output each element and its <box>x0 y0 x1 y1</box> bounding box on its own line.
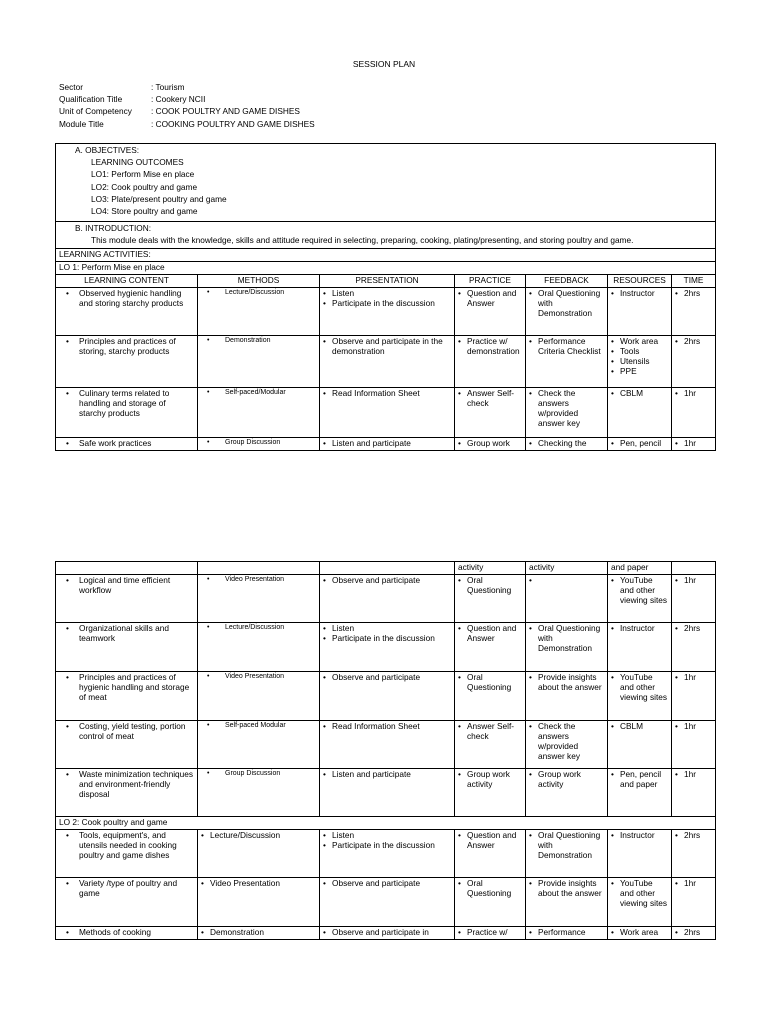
meta-module <box>59 120 315 132</box>
learning-outcomes-label: LEARNING OUTCOMES <box>91 157 184 168</box>
objectives-row <box>56 144 716 222</box>
practice-cell <box>455 720 526 768</box>
methods-cell <box>198 720 320 768</box>
learning-content-item: • Variety /type of poultry and game <box>59 879 194 899</box>
presentation-cell <box>320 768 455 816</box>
content-cell <box>56 438 198 451</box>
presentation-item: • Listen and participate <box>323 439 451 449</box>
resource-item: • Utensils <box>611 357 668 367</box>
time-item: • 2hrs <box>675 624 712 634</box>
feedback-item: • Performance <box>529 928 604 938</box>
resource-item: • Tools <box>611 347 668 357</box>
content-cell <box>56 388 198 438</box>
learning-content-item: • Waste minimization techniques and environment-friendly disposal <box>59 770 194 800</box>
feedback-item: • Oral Questioning with Demonstration <box>529 289 604 319</box>
feedback-cell <box>526 829 608 877</box>
content-cell <box>56 671 198 720</box>
feedback-cell <box>526 336 608 388</box>
time-item: • 1hr <box>675 389 712 399</box>
resource-item: • YouTube and other viewing sites <box>611 673 668 703</box>
meta-value: : COOKING POULTRY AND GAME DISHES <box>151 118 315 129</box>
meta-value: : Tourism <box>151 82 185 92</box>
content-cell <box>56 622 198 671</box>
resources-cell <box>608 574 672 622</box>
presentation-cell <box>320 926 455 939</box>
feedback-item: • Check the answers w/provided answer key <box>529 389 604 429</box>
learning-outcome: LO1: Perform Mise en place <box>91 169 195 180</box>
objectives-heading: A. OBJECTIVES: <box>75 145 140 155</box>
feedback-cell <box>526 926 608 939</box>
practice-item: • Oral Questioning <box>458 879 522 899</box>
resources-cell <box>608 438 672 451</box>
presentation-item: • Observe and participate <box>323 673 451 683</box>
practice-item: • Practice w/ demonstration <box>458 337 522 357</box>
resource-item: • PPE <box>611 367 668 377</box>
time-cell <box>672 574 716 622</box>
time-cell <box>672 768 716 816</box>
time-cell <box>672 438 716 451</box>
content-cell <box>56 720 198 768</box>
time-cell <box>672 388 716 438</box>
resource-item: • CBLM <box>611 389 668 399</box>
presentation-item: • Observe and participate in the demonstration <box>323 337 451 357</box>
methods-cell <box>198 768 320 816</box>
meta-value: : Cookery NCII <box>151 94 206 105</box>
learning-content-item: • Safe work practices <box>59 439 194 449</box>
presentation-item: • Participate in the discussion <box>323 299 451 309</box>
session-plan-table-page1 <box>55 143 716 451</box>
method-item: • Lecture/Discussion <box>201 624 316 632</box>
introduction-heading: B. INTRODUCTION: <box>75 223 152 234</box>
document-title: SESSION PLAN <box>352 59 416 69</box>
method-item: • Demonstration <box>201 928 316 938</box>
resource-item: • YouTube and other viewing sites <box>611 576 668 606</box>
lo2-label: LO 2: Cook poultry and game <box>56 816 716 829</box>
feedback-item: • Oral Questioning with Demonstration <box>529 624 604 654</box>
resources-cell: and paper <box>608 562 672 575</box>
methods-cell <box>198 926 320 939</box>
table-row <box>56 926 716 939</box>
learning-content-item: • Logical and time efficient workflow <box>59 576 194 596</box>
resources-cell <box>608 336 672 388</box>
practice-item: • Practice w/ <box>458 928 522 938</box>
header-learning-content: LEARNING CONTENT <box>56 275 198 288</box>
introduction-row <box>56 222 716 249</box>
practice-item: • Answer Self-check <box>458 722 522 742</box>
feedback-item: • Group work activity <box>529 770 604 790</box>
header-resources: RESOURCES <box>608 275 672 288</box>
learning-content-item: • Culinary terms related to handling and storage of starchy products <box>59 389 194 419</box>
feedback-item: • Check the answers w/provided answer key <box>529 722 604 762</box>
time-cell <box>672 622 716 671</box>
presentation-cell <box>320 288 455 336</box>
feedback-item: • Checking the <box>529 439 604 449</box>
objectives-section <box>61 146 710 219</box>
time-item: • 1hr <box>675 576 712 586</box>
learning-content-item: • Tools, equipment's, and utensils needed in cooking poultry and game dishes <box>59 831 194 861</box>
presentation-item: • Read Information Sheet <box>323 722 451 732</box>
time-cell <box>672 288 716 336</box>
practice-item: • Question and Answer <box>458 624 522 644</box>
presentation-cell <box>320 574 455 622</box>
method-item: • Video Presentation <box>201 576 316 584</box>
practice-item: • Question and Answer <box>458 289 522 309</box>
resources-cell <box>608 829 672 877</box>
methods-cell <box>198 877 320 926</box>
presentation-cell <box>320 671 455 720</box>
resource-item: • Pen, pencil and paper <box>611 770 668 790</box>
presentation-cell <box>320 336 455 388</box>
method-item: • Group Discussion <box>201 439 316 447</box>
introduction-section <box>61 224 710 246</box>
resource-item: • Pen, pencil <box>611 439 668 449</box>
time-item: • 2hrs <box>675 337 712 347</box>
presentation-cell <box>320 438 455 451</box>
header-methods: METHODS <box>198 275 320 288</box>
feedback-cell <box>526 574 608 622</box>
learning-content-item: • Costing, yield testing, portion control of meat <box>59 722 194 742</box>
table-row <box>56 622 716 671</box>
time-cell <box>672 336 716 388</box>
practice-cell <box>455 768 526 816</box>
practice-item: • Group work <box>458 439 522 449</box>
feedback-cell <box>526 438 608 451</box>
method-item: • Demonstration <box>201 337 316 345</box>
continuation-row <box>56 562 716 575</box>
feedback-cell <box>526 768 608 816</box>
learning-outcome: LO4: Store poultry and game <box>91 205 198 216</box>
content-cell <box>56 336 198 388</box>
practice-item: • Oral Questioning <box>458 673 522 693</box>
time-cell <box>672 829 716 877</box>
presentation-item: • Participate in the discussion <box>323 841 451 851</box>
method-item: • Self-paced/Modular <box>201 389 316 397</box>
presentation-item: • Observe and participate <box>323 576 451 586</box>
lo1-label: LO 1: Perform Mise en place <box>56 262 716 275</box>
resources-cell <box>608 877 672 926</box>
time-cell <box>672 671 716 720</box>
meta-value: : COOK POULTRY AND GAME DISHES <box>151 106 300 117</box>
presentation-item: • Read Information Sheet <box>323 389 451 399</box>
presentation-cell <box>320 720 455 768</box>
presentation-item: • Participate in the discussion <box>323 634 451 644</box>
meta-label: Qualification Title <box>59 94 123 105</box>
resource-item: • Work area <box>611 337 668 347</box>
time-item: • 2hrs <box>675 928 712 938</box>
methods-cell <box>198 574 320 622</box>
header-presentation: PRESENTATION <box>320 275 455 288</box>
method-item: • Self-paced Modular <box>201 722 316 730</box>
practice-cell <box>455 288 526 336</box>
resource-item: • CBLM <box>611 722 668 732</box>
content-cell <box>56 829 198 877</box>
time-item: • 2hrs <box>675 289 712 299</box>
feedback-item: • Performance Criteria Checklist <box>529 337 604 357</box>
content-cell <box>56 926 198 939</box>
feedback-cell <box>526 622 608 671</box>
presentation-cell <box>320 388 455 438</box>
learning-outcome: LO3: Plate/present poultry and game <box>91 193 227 204</box>
methods-cell <box>198 388 320 438</box>
table-row <box>56 288 716 336</box>
feedback-cell <box>526 288 608 336</box>
practice-cell <box>455 438 526 451</box>
table-row <box>56 877 716 926</box>
feedback-item: • Provide insights about the answer <box>529 879 604 899</box>
time-cell <box>672 877 716 926</box>
resource-item: • Instructor <box>611 831 668 841</box>
learning-content-item: • Principles and practices of storing, starchy products <box>59 337 194 357</box>
learning-content-item: • Observed hygienic handling and storing starchy products <box>59 289 194 309</box>
presentation-cell <box>320 877 455 926</box>
resource-item: • Instructor <box>611 289 668 299</box>
resources-cell <box>608 926 672 939</box>
resources-cell <box>608 622 672 671</box>
time-item: • 1hr <box>675 722 712 732</box>
learning-content-item: • Methods of cooking <box>59 928 194 938</box>
presentation-cell <box>320 829 455 877</box>
header-feedback: FEEDBACK <box>526 275 608 288</box>
practice-cell <box>455 877 526 926</box>
activities-row <box>56 249 716 262</box>
table-row <box>56 336 716 388</box>
feedback-cell <box>526 877 608 926</box>
meta-block <box>59 83 315 132</box>
method-item: • Video Presentation <box>201 673 316 681</box>
content-cell <box>56 768 198 816</box>
practice-cell <box>455 574 526 622</box>
content-cell <box>56 288 198 336</box>
table-row <box>56 768 716 816</box>
lo2-row <box>56 816 716 829</box>
table-row <box>56 829 716 877</box>
resource-item: • YouTube and other viewing sites <box>611 879 668 909</box>
meta-label: Sector <box>59 82 83 92</box>
table-row <box>56 720 716 768</box>
method-item: • Group Discussion <box>201 770 316 778</box>
feedback-cell <box>526 671 608 720</box>
meta-unit <box>59 107 315 119</box>
feedback-item: • Oral Questioning with Demonstration <box>529 831 604 861</box>
table-row <box>56 671 716 720</box>
time-item: • 1hr <box>675 770 712 780</box>
table-header <box>56 275 716 288</box>
lo1-row <box>56 262 716 275</box>
meta-label: Unit of Competency <box>59 106 132 117</box>
feedback-cell <box>526 388 608 438</box>
practice-item: • Question and Answer <box>458 831 522 851</box>
presentation-cell <box>320 622 455 671</box>
methods-cell <box>198 288 320 336</box>
resource-item: • Work area <box>611 928 668 938</box>
method-item: • Video Presentation <box>201 879 316 889</box>
practice-cell <box>455 926 526 939</box>
header-time: TIME <box>672 275 716 288</box>
resources-cell <box>608 388 672 438</box>
learning-outcome: LO2: Cook poultry and game <box>91 181 198 192</box>
resources-cell <box>608 768 672 816</box>
practice-cell <box>455 336 526 388</box>
practice-cell <box>455 671 526 720</box>
time-cell <box>672 926 716 939</box>
practice-item: • Group work activity <box>458 770 522 790</box>
header-practice: PRACTICE <box>455 275 526 288</box>
presentation-item: • Listen <box>323 831 451 841</box>
resources-cell <box>608 671 672 720</box>
practice-cell: activity <box>455 562 526 575</box>
session-plan-table-page2 <box>55 561 716 940</box>
methods-cell <box>198 829 320 877</box>
methods-cell <box>198 671 320 720</box>
introduction-text: This module deals with the knowledge, skills and attitude required in selecting, preparing, cooking, plating/presenting, and storing poultry and game. <box>91 235 634 246</box>
content-cell <box>56 877 198 926</box>
table-row <box>56 574 716 622</box>
time-item: • 2hrs <box>675 831 712 841</box>
time-cell <box>672 720 716 768</box>
content-cell <box>56 574 198 622</box>
learning-activities-label: LEARNING ACTIVITIES: <box>56 249 716 262</box>
practice-cell <box>455 829 526 877</box>
presentation-item: • Listen <box>323 289 451 299</box>
meta-label: Module Title <box>59 118 104 129</box>
time-item: • 1hr <box>675 673 712 683</box>
feedback-item: • Provide insights about the answer <box>529 673 604 693</box>
practice-cell <box>455 388 526 438</box>
practice-item: • Answer Self-check <box>458 389 522 409</box>
resources-cell <box>608 288 672 336</box>
learning-content-item: • Organizational skills and teamwork <box>59 624 194 644</box>
practice-cell <box>455 622 526 671</box>
practice-item: • Oral Questioning <box>458 576 522 596</box>
time-item: • 1hr <box>675 439 712 449</box>
feedback-cell <box>526 720 608 768</box>
methods-cell <box>198 336 320 388</box>
presentation-item: • Observe and participate in <box>323 928 451 938</box>
learning-content-item: • Principles and practices of hygienic handling and storage of meat <box>59 673 194 703</box>
feedback-cell: activity <box>526 562 608 575</box>
resource-item: • Instructor <box>611 624 668 634</box>
method-item: • Lecture/Discussion <box>201 831 316 841</box>
methods-cell <box>198 622 320 671</box>
presentation-item: • Listen and participate <box>323 770 451 780</box>
method-item: • Lecture/Discussion <box>201 289 316 297</box>
presentation-item: • Listen <box>323 624 451 634</box>
resources-cell <box>608 720 672 768</box>
table-row <box>56 438 716 451</box>
methods-cell <box>198 438 320 451</box>
time-item: • 1hr <box>675 879 712 889</box>
table-row <box>56 388 716 438</box>
presentation-item: • Observe and participate <box>323 879 451 889</box>
